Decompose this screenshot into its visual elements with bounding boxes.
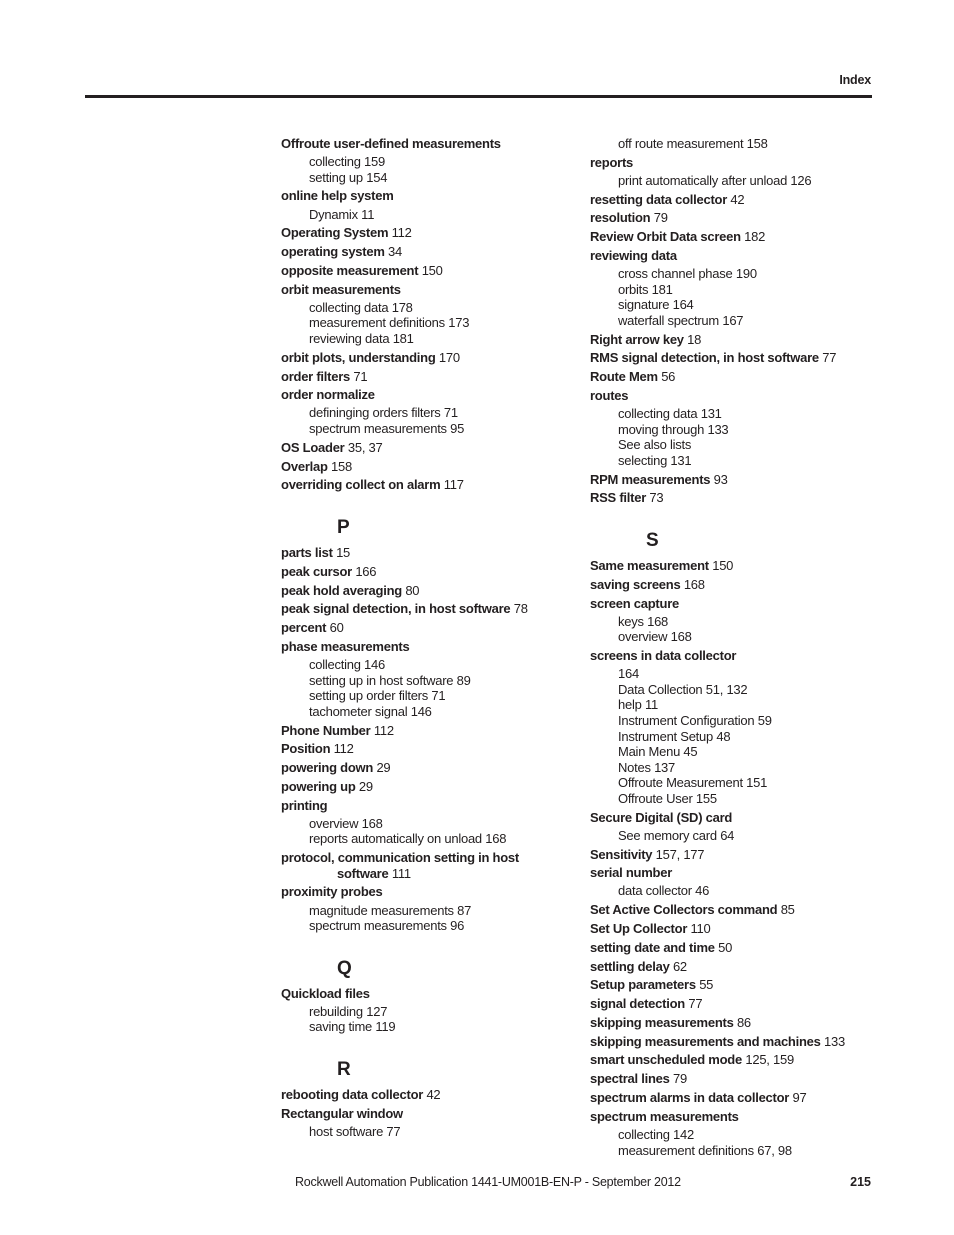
index-entry bbox=[590, 388, 890, 468]
index-term: setting date and time bbox=[590, 939, 715, 955]
index-entry bbox=[281, 459, 581, 475]
index-pages: 93 bbox=[713, 471, 728, 487]
index-pages: 111 bbox=[391, 865, 411, 881]
index-subentries bbox=[281, 1124, 581, 1140]
index-entry bbox=[281, 760, 581, 776]
index-term: skipping measurements and machines bbox=[590, 1033, 821, 1049]
index-entry bbox=[590, 1015, 890, 1031]
index-term: powering up bbox=[281, 778, 356, 794]
index-subentry: setting up in host software 89 bbox=[309, 672, 471, 688]
index-term: Same measurement bbox=[590, 558, 709, 574]
index-subentry: rebuilding 127 bbox=[309, 1003, 388, 1019]
index-term: skipping measurements bbox=[590, 1014, 734, 1030]
index-entry bbox=[590, 369, 890, 385]
index-pages: 60 bbox=[329, 620, 344, 636]
index-term: screens in data collector bbox=[590, 648, 737, 664]
index-subentries bbox=[590, 1127, 890, 1158]
index-pages: 168 bbox=[683, 576, 705, 592]
index-entry bbox=[590, 596, 890, 645]
index-subentry: Instrument Setup 48 bbox=[618, 728, 731, 744]
index-term-continued bbox=[281, 866, 581, 882]
index-entry bbox=[281, 369, 581, 385]
index-term: percent bbox=[281, 620, 327, 636]
index-pages: 29 bbox=[376, 760, 391, 776]
index-pages: 62 bbox=[672, 958, 687, 974]
index-term: spectrum measurements bbox=[590, 1108, 739, 1124]
index-term: order filters bbox=[281, 368, 350, 384]
index-pages: 34 bbox=[388, 244, 402, 260]
index-pages: 18 bbox=[687, 331, 702, 347]
index-entry bbox=[281, 1087, 581, 1103]
index-subentry: overview 168 bbox=[309, 815, 383, 831]
index-subentry: data collector 46 bbox=[618, 883, 710, 899]
index-pages: 56 bbox=[661, 369, 676, 385]
index-term: powering down bbox=[281, 760, 374, 776]
index-subentries bbox=[590, 828, 890, 844]
index-subentry: keys 168 bbox=[618, 613, 669, 629]
index-term: Rectangular window bbox=[281, 1105, 403, 1121]
index-entry bbox=[590, 558, 890, 574]
index-subentry: help 11 bbox=[618, 697, 658, 713]
index-entry bbox=[281, 601, 581, 617]
index-entry bbox=[281, 188, 581, 222]
index-entry bbox=[281, 779, 581, 795]
index-term: Route Mem bbox=[590, 369, 658, 385]
index-subentry: setting up order filters 71 bbox=[309, 688, 446, 704]
index-term: Position bbox=[281, 741, 331, 757]
index-term: Sensitivity bbox=[590, 846, 653, 862]
index-subentry: reviewing data 181 bbox=[309, 330, 414, 346]
index-subentries bbox=[281, 816, 581, 847]
index-subentries bbox=[590, 173, 890, 189]
index-pages: 112 bbox=[333, 741, 354, 757]
index-subentry: measurement definitions 173 bbox=[309, 315, 470, 331]
index-pages: 29 bbox=[358, 778, 373, 794]
section-letter: R bbox=[337, 1059, 351, 1081]
index-pages: 182 bbox=[744, 229, 766, 245]
index-subentry: saving time 119 bbox=[309, 1019, 396, 1035]
index-entry bbox=[590, 1052, 890, 1068]
index-entry bbox=[590, 959, 890, 975]
index-subentries bbox=[281, 903, 581, 934]
index-pages: 78 bbox=[513, 601, 528, 617]
index-entry bbox=[281, 477, 581, 493]
index-subentry: magnitude measurements 87 bbox=[309, 902, 472, 918]
index-entry bbox=[281, 986, 581, 1035]
index-subentry: Dynamix 11 bbox=[309, 206, 375, 222]
index-subentry: Offroute User 155 bbox=[618, 790, 717, 806]
index-term: Offroute user-defined measurements bbox=[281, 136, 501, 151]
index-term: routes bbox=[590, 388, 629, 403]
index-term: reports bbox=[590, 154, 634, 170]
index-pages: 157, 177 bbox=[655, 846, 705, 862]
index-term: Phone Number bbox=[281, 722, 371, 738]
index-subentry: selecting 131 bbox=[618, 452, 692, 468]
index-term: rebooting data collector bbox=[281, 1087, 424, 1103]
index-subentry: collecting data 131 bbox=[618, 406, 722, 422]
index-entry bbox=[590, 155, 890, 189]
index-term: peak signal detection, in host software bbox=[281, 601, 511, 617]
index-pages: 77 bbox=[822, 350, 837, 366]
index-pages: 150 bbox=[712, 558, 734, 574]
index-entry bbox=[590, 1109, 890, 1158]
index-term: serial number bbox=[590, 865, 673, 881]
index-entry bbox=[281, 244, 581, 260]
index-entry bbox=[590, 1071, 890, 1087]
index-entry bbox=[590, 1034, 890, 1050]
footer-publication: Rockwell Automation Publication 1441-UM001B-EN-P - September 2012 bbox=[295, 1175, 681, 1189]
index-term: Secure Digital (SD) card bbox=[590, 809, 733, 825]
index-entry bbox=[281, 282, 581, 347]
index-entry bbox=[281, 564, 581, 580]
index-pages: 110 bbox=[690, 921, 711, 936]
index-subentry: collecting data 178 bbox=[309, 299, 413, 315]
index-entry bbox=[590, 350, 890, 366]
index-subentries bbox=[590, 883, 890, 899]
index-subentry: See also lists bbox=[618, 437, 692, 453]
footer-page-number: 215 bbox=[850, 1175, 871, 1189]
index-entry bbox=[590, 490, 890, 506]
index-pages: 42 bbox=[730, 191, 745, 207]
index-term: parts list bbox=[281, 544, 333, 560]
index-term: signal detection bbox=[590, 996, 685, 1012]
index-entry bbox=[281, 263, 581, 279]
index-pages: 125, 159 bbox=[745, 1052, 794, 1068]
index-subentry: Offroute Measurement 151 bbox=[618, 775, 768, 791]
index-subentry: Notes 137 bbox=[618, 759, 676, 775]
index-pages: 97 bbox=[792, 1090, 807, 1106]
index-subentry: collecting 146 bbox=[309, 656, 385, 672]
index-entry bbox=[281, 350, 581, 366]
index-term: proximity probes bbox=[281, 884, 383, 900]
index-entry bbox=[590, 921, 890, 937]
index-entry bbox=[590, 810, 890, 844]
index-subentry: signature 164 bbox=[618, 297, 694, 313]
index-subentry: 164 bbox=[618, 666, 639, 682]
index-entry bbox=[281, 723, 581, 739]
index-entry bbox=[590, 472, 890, 488]
index-subentry: moving through 133 bbox=[618, 421, 729, 437]
index-entry bbox=[281, 639, 581, 719]
index-entry bbox=[281, 884, 581, 933]
index-subentries bbox=[281, 154, 581, 185]
index-pages: 85 bbox=[780, 902, 795, 918]
index-entry bbox=[590, 1090, 890, 1106]
index-term: order normalize bbox=[281, 387, 375, 403]
index-pages: 79 bbox=[672, 1071, 687, 1087]
index-entry bbox=[590, 229, 890, 245]
index-term: settling delay bbox=[590, 958, 670, 974]
index-pages: 166 bbox=[355, 563, 377, 579]
index-term: online help system bbox=[281, 188, 394, 204]
index-term: reviewing data bbox=[590, 248, 677, 263]
index-pages: 158 bbox=[331, 458, 352, 474]
index-subentries bbox=[590, 136, 890, 152]
index-subentries bbox=[281, 405, 581, 436]
index-pages: 79 bbox=[653, 210, 668, 226]
index-subentries bbox=[590, 266, 890, 328]
index-term: Right arrow key bbox=[590, 331, 684, 347]
index-subentry: collecting 159 bbox=[309, 154, 385, 170]
index-entry bbox=[590, 332, 890, 348]
index-entry bbox=[281, 225, 581, 241]
index-column-left bbox=[281, 136, 581, 1143]
index-entry bbox=[281, 545, 581, 561]
index-entry bbox=[590, 192, 890, 208]
index-term: Quickload files bbox=[281, 985, 370, 1001]
index-term: Setup parameters bbox=[590, 977, 696, 993]
index-term: orbit plots, understanding bbox=[281, 349, 436, 365]
index-subentries bbox=[590, 666, 890, 806]
section-letter: Q bbox=[337, 957, 352, 979]
index-subentry: collecting 142 bbox=[618, 1126, 694, 1142]
index-subentry: Instrument Configuration 59 bbox=[618, 712, 772, 728]
index-entry bbox=[590, 648, 890, 806]
index-entry bbox=[590, 865, 890, 899]
index-subentry: Main Menu 45 bbox=[618, 744, 698, 760]
header-rule bbox=[85, 95, 872, 98]
index-subentries bbox=[281, 207, 581, 223]
index-term: resetting data collector bbox=[590, 191, 728, 207]
index-term: printing bbox=[281, 797, 328, 813]
index-pages: 112 bbox=[373, 722, 394, 738]
index-term: opposite measurement bbox=[281, 262, 419, 278]
index-subentries bbox=[281, 300, 581, 347]
section-letter: P bbox=[337, 516, 350, 538]
index-term: RPM measurements bbox=[590, 471, 711, 487]
index-entry bbox=[590, 940, 890, 956]
section-letter: S bbox=[646, 530, 659, 552]
index-pages: 80 bbox=[405, 582, 420, 598]
index-pages: 35, 37 bbox=[347, 439, 383, 455]
index-subentry: print automatically after unload 126 bbox=[618, 172, 812, 188]
index-subentry: cross channel phase 190 bbox=[618, 266, 757, 282]
index-term: peak cursor bbox=[281, 563, 352, 579]
index-entry bbox=[281, 583, 581, 599]
index-entry bbox=[590, 248, 890, 328]
index-pages: 73 bbox=[649, 490, 664, 506]
index-subentry: Data Collection 51, 132 bbox=[618, 681, 748, 697]
index-entry bbox=[281, 798, 581, 847]
index-entry bbox=[281, 136, 581, 185]
index-pages: 112 bbox=[391, 225, 412, 241]
index-term: OS Loader bbox=[281, 439, 345, 455]
index-subentry: setting up 154 bbox=[309, 169, 388, 185]
index-term: spectrum alarms in data collector bbox=[590, 1090, 790, 1106]
index-subentry: spectrum measurements 96 bbox=[309, 918, 465, 934]
index-entry bbox=[590, 977, 890, 993]
index-entry bbox=[590, 847, 890, 863]
index-entry bbox=[281, 440, 581, 456]
index-subentry: spectrum measurements 95 bbox=[309, 421, 465, 436]
index-term-continuation: software bbox=[337, 865, 389, 881]
index-term: operating system bbox=[281, 244, 385, 260]
index-term: protocol, communication setting in host bbox=[281, 850, 519, 866]
index-term: spectral lines bbox=[590, 1071, 670, 1087]
index-pages: 150 bbox=[421, 262, 443, 278]
index-term: overriding collect on alarm bbox=[281, 477, 441, 493]
index-term: saving screens bbox=[590, 576, 681, 592]
index-pages: 86 bbox=[736, 1014, 751, 1030]
index-entry bbox=[590, 210, 890, 226]
index-term: orbit measurements bbox=[281, 281, 401, 297]
index-term: Set Active Collectors command bbox=[590, 902, 778, 918]
running-header-title: Index bbox=[839, 73, 871, 87]
index-subentries bbox=[590, 614, 890, 645]
index-pages: 15 bbox=[336, 544, 351, 560]
index-term: screen capture bbox=[590, 595, 679, 611]
index-entry bbox=[590, 902, 890, 918]
index-subentry: reports automatically on unload 168 bbox=[309, 831, 507, 847]
index-subentry: off route measurement 158 bbox=[618, 136, 768, 151]
index-term: Overlap bbox=[281, 458, 328, 474]
index-subentry: defininging orders filters 71 bbox=[309, 405, 458, 421]
index-entry bbox=[281, 620, 581, 636]
index-pages: 133 bbox=[824, 1033, 845, 1049]
index-column-right bbox=[590, 136, 890, 1161]
index-pages: 71 bbox=[353, 368, 368, 384]
index-subentry: overview 168 bbox=[618, 629, 692, 645]
index-term: RSS filter bbox=[590, 490, 647, 506]
index-term: RMS signal detection, in host software bbox=[590, 350, 819, 366]
index-subentry: orbits 181 bbox=[618, 281, 673, 297]
index-entry bbox=[590, 136, 890, 152]
index-subentry: tachometer signal 146 bbox=[309, 703, 432, 719]
index-entry bbox=[590, 996, 890, 1012]
index-subentry: waterfall spectrum 167 bbox=[618, 312, 744, 328]
index-subentries bbox=[590, 406, 890, 468]
index-entry bbox=[281, 741, 581, 757]
index-entry bbox=[281, 850, 581, 881]
index-subentry: See memory card 64 bbox=[618, 827, 735, 843]
index-subentry: measurement definitions 67, 98 bbox=[618, 1142, 792, 1158]
index-term: peak hold averaging bbox=[281, 582, 402, 598]
index-subentries bbox=[281, 1004, 581, 1035]
index-term: Set Up Collector bbox=[590, 921, 688, 936]
index-subentry: host software 77 bbox=[309, 1123, 401, 1139]
index-entry bbox=[281, 1106, 581, 1140]
index-term: smart unscheduled mode bbox=[590, 1052, 742, 1068]
index-term: Operating System bbox=[281, 225, 389, 241]
index-pages: 42 bbox=[426, 1087, 441, 1103]
index-entry bbox=[281, 387, 581, 436]
index-entry bbox=[590, 577, 890, 593]
index-pages: 170 bbox=[438, 349, 460, 365]
index-term: phase measurements bbox=[281, 638, 410, 654]
index-pages: 77 bbox=[688, 996, 703, 1012]
index-pages: 55 bbox=[699, 977, 714, 993]
index-term: resolution bbox=[590, 210, 651, 226]
index-subentries bbox=[281, 657, 581, 719]
index-pages: 117 bbox=[443, 477, 464, 493]
index-pages: 50 bbox=[718, 939, 733, 955]
index-term: Review Orbit Data screen bbox=[590, 229, 741, 245]
